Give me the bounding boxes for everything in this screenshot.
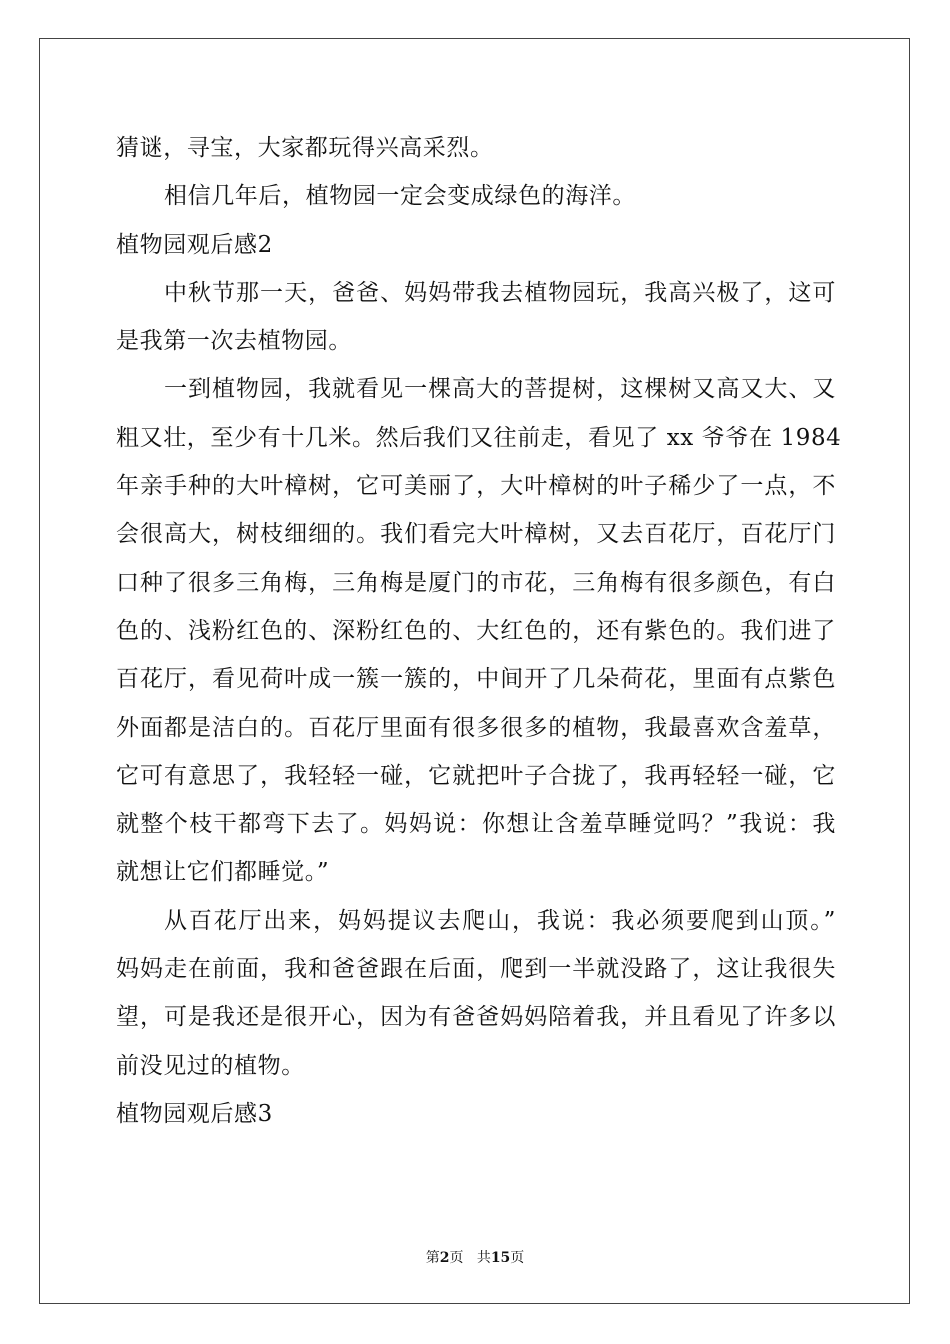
text-line: 是我第一次去植物园。 — [116, 328, 352, 355]
text-line: 会很高大，树枝细细的。我们看完大叶樟树，又去百花厅，百花厅门 — [116, 521, 836, 548]
text-line: 就想让它们都睡觉。” — [116, 859, 330, 886]
text-line: 相信几年后，植物园一定会变成绿色的海洋。 — [164, 183, 636, 210]
text-line: 年亲手种的大叶樟树，它可美丽了，大叶樟树的叶子稀少了一点，不 — [116, 473, 836, 500]
text-line: 色的、浅粉红色的、深粉红色的、大红色的，还有紫色的。我们进了 — [116, 617, 836, 644]
text-line: 百花厅，看见荷叶成一簇一簇的，中间开了几朵荷花，里面有点紫色 — [116, 666, 836, 693]
page-footer — [0, 1247, 950, 1267]
page-number: 2 — [439, 1250, 450, 1266]
total-prefix: 共 — [476, 1250, 491, 1266]
text-line: 口种了很多三角梅，三角梅是厦门的市花，三角梅有很多颜色，有白 — [116, 569, 836, 596]
document-body — [116, 124, 842, 1138]
page-suffix: 页 — [449, 1250, 464, 1266]
total-pages: 15 — [490, 1250, 511, 1266]
text-line: 粗又壮，至少有十几米。然后我们又往前走，看见了 xx 爷爷在 1984 — [116, 424, 842, 451]
text-line: 它可有意思了，我轻轻一碰，它就把叶子合拢了，我再轻轻一碰，它 — [116, 762, 836, 789]
section-heading: 植物园观后感3 — [116, 1100, 273, 1127]
text-line: 妈妈走在前面，我和爸爸跟在后面，爬到一半就没路了，这让我很失 — [116, 956, 836, 983]
text-line: 中秋节那一天，爸爸、妈妈带我去植物园玩，我高兴极了，这可 — [164, 279, 836, 306]
text-line: 猜谜，寻宝，大家都玩得兴高采烈。 — [116, 135, 494, 161]
total-suffix: 页 — [510, 1250, 525, 1266]
section-heading: 植物园观后感2 — [116, 231, 273, 258]
text-line: 一到植物园，我就看见一棵高大的菩提树，这棵树又高又大、又 — [164, 376, 836, 403]
text-line: 外面都是洁白的。百花厅里面有很多很多的植物，我最喜欢含羞草， — [116, 714, 836, 741]
text-line: 望，可是我还是很开心，因为有爸爸妈妈陪着我，并且看见了许多以 — [116, 1004, 836, 1031]
page-prefix: 第 — [425, 1250, 440, 1266]
text-line: 前没见过的植物。 — [116, 1052, 305, 1079]
text-line: 就整个枝干都弯下去了。妈妈说：你想让含羞草睡觉吗？”我说：我 — [116, 811, 836, 838]
text-line: 从百花厅出来，妈妈提议去爬山，我说：我必须要爬到山顶。” — [164, 907, 836, 934]
